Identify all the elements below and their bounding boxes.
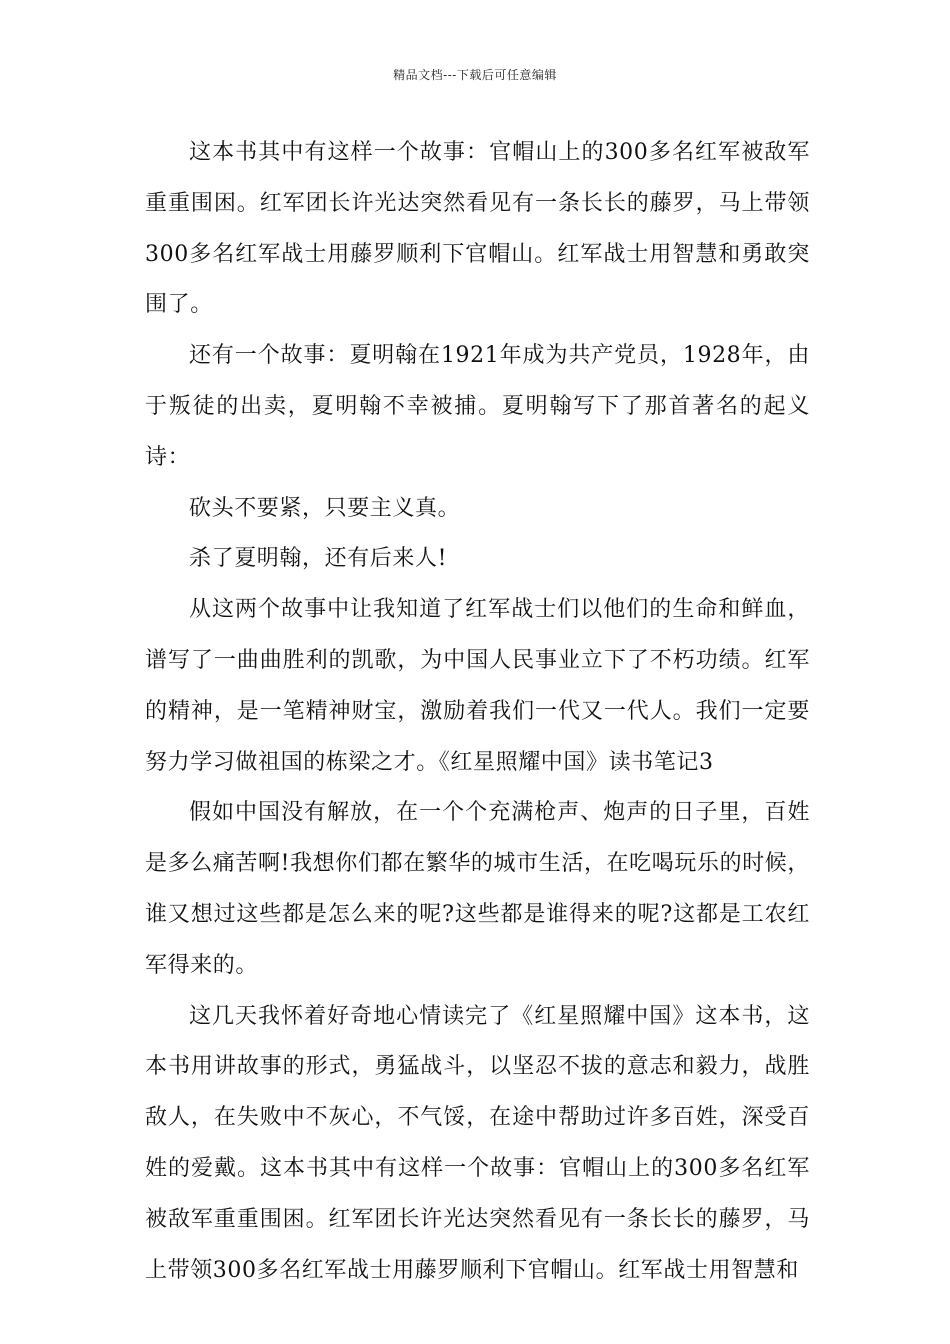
- poem-line-1: 砍头不要紧，只要主义真。: [189, 495, 461, 521]
- poem-line-2: 杀了夏明翰，还有后来人!: [189, 546, 448, 572]
- paragraph-2: 还有一个故事：夏明翰在1921年成为共产党员，1928年，由于叛徒的出卖，夏明翰不幸被捕。夏明翰写下了那首著名的起义诗：: [145, 343, 810, 470]
- page-header: 精品文档---下载后可任意编辑: [393, 68, 557, 82]
- document-body: [145, 128, 810, 1296]
- paragraph-4: 假如中国没有解放，在一个个充满枪声、炮声的日子里，百姓是多么痛苦啊!我想你们都在繁华的城市生活，在吃喝玩乐的时候，谁又想过这些都是怎么来的呢?这些都是谁得来的呢?这都是工农红军得来的。: [145, 800, 810, 978]
- paragraph-5: 这几天我怀着好奇地心情读完了《红星照耀中国》这本书，这本书用讲故事的形式，勇猛战斗，以坚忍不拔的意志和毅力，战胜敌人，在失败中不灰心，不气馁，在途中帮助过许多百姓，深受百姓的爱戴。这本书其中有这样一个故事：官帽山上的300多名红军被敌军重重围困。红军团长许光达突然看见有一条长长的藤罗，马上带领300多名红军战士用藤罗顺利下官帽山。红军战士用智慧和: [145, 1003, 810, 1283]
- paragraph-3: 从这两个故事中让我知道了红军战士们以他们的生命和鲜血，谱写了一曲曲胜利的凯歌，为中国人民事业立下了不朽功绩。红军的精神，是一笔精神财宝，激励着我们一代又一代人。我们一定要努力学习做祖国的栋梁之才。《红星照耀中国》读书笔记3: [145, 597, 810, 775]
- paragraph-1: 这本书其中有这样一个故事：官帽山上的300多名红军被敌军重重围困。红军团长许光达突然看见有一条长长的藤罗，马上带领300多名红军战士用藤罗顺利下官帽山。红军战士用智慧和勇敢突围了。: [145, 140, 810, 318]
